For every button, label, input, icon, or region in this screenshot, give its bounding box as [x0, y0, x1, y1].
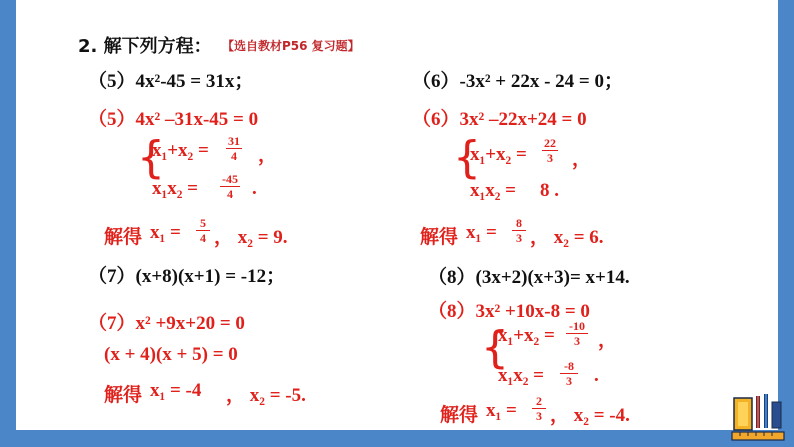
problem-5-product-tail: . [252, 178, 257, 199]
fraction-numerator: 2 [532, 394, 546, 409]
problem-5: （5）4x²-45 = 31x； [88, 71, 254, 92]
problem-5-solution-x1: x₁ = [150, 222, 181, 243]
section-title: 2. 解下列方程： [78, 36, 212, 57]
fraction-numerator: -8 [560, 359, 578, 374]
problem-8-product-fraction [560, 359, 578, 388]
problem-5-product-fraction [220, 172, 240, 201]
problem-8-sum-fraction [566, 319, 588, 348]
fraction-denominator: 3 [547, 151, 553, 165]
problem-6-product: x₁x₂ = [470, 180, 516, 201]
problem-8-solution-fraction [532, 394, 546, 423]
fraction-numerator: 5 [196, 216, 210, 231]
problem-8: （8）(3x+2)(x+3)= x+14. [428, 267, 630, 288]
problem-8-product-tail: . [594, 365, 599, 386]
problem-8-product: x₁x₂ = [498, 365, 544, 386]
fraction-denominator: 4 [227, 187, 233, 201]
fraction-denominator: 3 [516, 231, 522, 245]
stationery-icon [730, 392, 786, 444]
fraction-denominator: 4 [200, 231, 206, 245]
problem-6-solution-fraction [512, 216, 526, 245]
problem-8-sum-tail: ， [598, 330, 618, 351]
fraction-denominator: 3 [574, 334, 580, 348]
fraction-denominator: 3 [536, 409, 542, 423]
problem-5-product: x₁x₂ = [152, 178, 198, 199]
fraction-numerator: -45 [222, 172, 238, 186]
problem-5-standard: （5）4x² –31x-45 = 0 [88, 109, 259, 130]
fraction-denominator: 4 [231, 149, 237, 163]
problem-8-solution-rest: ， x₂ = -4. [550, 405, 630, 426]
problem-6-product-value: 8 . [540, 180, 559, 201]
source-note: 【选自教材P56 复习题】 [222, 39, 360, 53]
problem-7-factored: (x + 4)(x + 5) = 0 [104, 344, 238, 365]
problem-7-solution-prefix: 解得 [104, 385, 143, 406]
problem-5-sum: x₁+x₂ = [152, 140, 209, 161]
fraction-numerator: 22 [544, 136, 556, 150]
problem-8-brace: { [481, 322, 509, 373]
problem-6-sum-tail: ， [572, 149, 592, 170]
problem-7: （7）(x+8)(x+1) = -12； [88, 266, 286, 287]
problem-8-standard: （8）3x² +10x-8 = 0 [428, 301, 590, 322]
problem-8-solution-prefix: 解得 [440, 405, 479, 426]
fraction-numerator: 8 [512, 216, 526, 231]
problem-6-sum-fraction [542, 136, 558, 165]
problem-5-sum-tail: ， [258, 145, 278, 166]
problem-8-solution-x1: x₁ = [486, 400, 517, 421]
problem-6-solution-prefix: 解得 [420, 227, 459, 248]
problem-5-solution-rest: ， x₂ = 9. [214, 227, 288, 248]
fraction-denominator: 3 [566, 374, 572, 388]
problem-5-brace: { [137, 132, 165, 183]
problem-5-sum-fraction [226, 134, 242, 163]
problem-7-standard: （7）x² +9x+20 = 0 [88, 313, 245, 334]
problem-6-solution-x1: x₁ = [466, 222, 497, 243]
problem-7-solution-rest: ， x₂ = -5. [226, 385, 306, 406]
problem-6-solution-rest: ， x₂ = 6. [530, 227, 604, 248]
problem-7-solution-x1: x₁ = -4 [150, 380, 202, 401]
problem-8-sum: x₁+x₂ = [498, 325, 555, 346]
fraction-numerator: -10 [566, 319, 588, 334]
problem-6: （6）-3x² + 22x - 24 = 0； [412, 71, 624, 92]
problem-6-brace: { [453, 132, 481, 183]
problem-5-solution-prefix: 解得 [104, 227, 143, 248]
problem-6-standard: （6）3x² –22x+24 = 0 [412, 109, 587, 130]
problem-5-solution-fraction [196, 216, 210, 245]
bottom-strip [0, 430, 794, 447]
problem-6-sum: x₁+x₂ = [470, 144, 527, 165]
fraction-numerator: 31 [228, 134, 240, 148]
